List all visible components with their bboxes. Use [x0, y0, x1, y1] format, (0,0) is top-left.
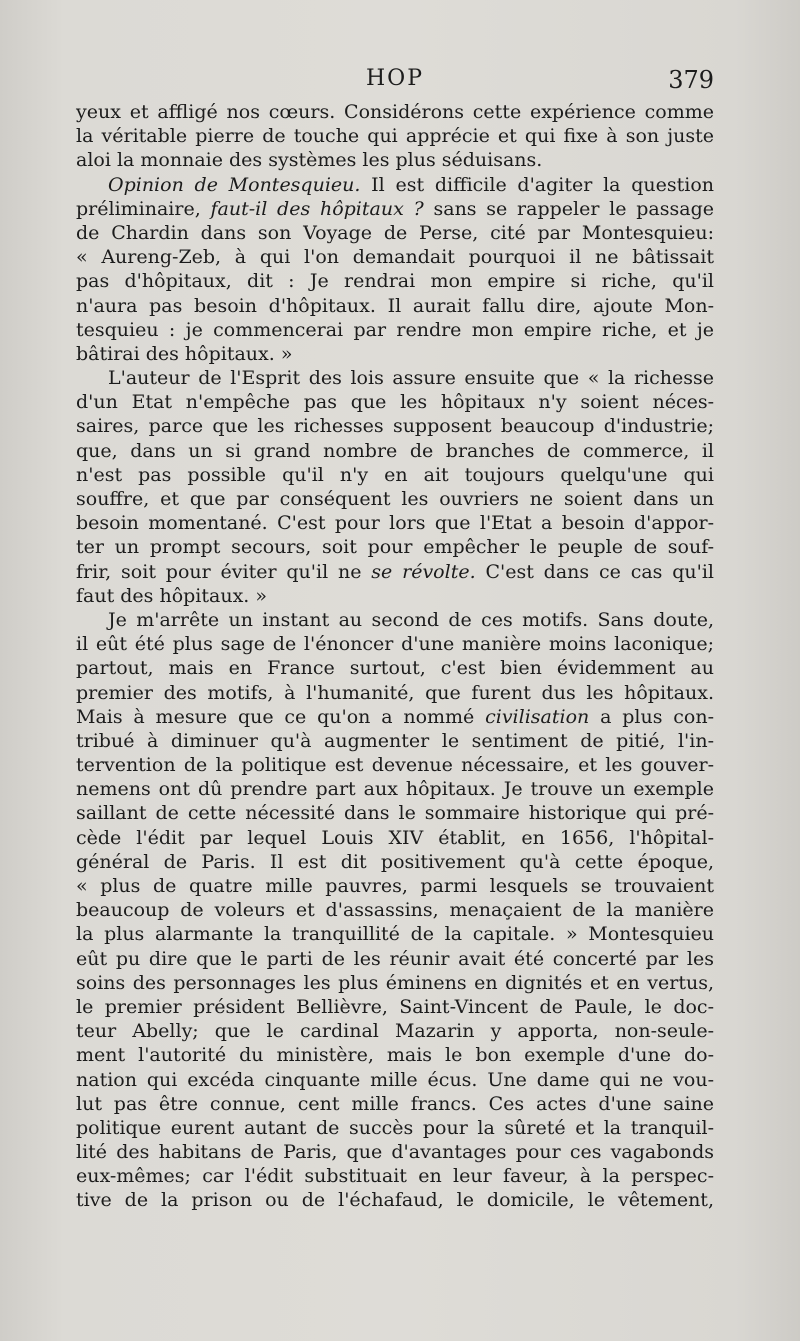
- text-run: tribué à diminuer qu'à augmenter le sentiment de pitié, l'in-: [76, 729, 714, 752]
- text-line: [76, 535, 714, 559]
- text-line: [76, 1092, 714, 1116]
- text-run: « plus de quatre mille pauvres, parmi lesquels se trouvaient: [76, 875, 714, 897]
- text-run: L'auteur de l'Esprit des lois assure ensuite que « la richesse: [108, 367, 714, 390]
- italic-text: se révolte.: [371, 560, 476, 583]
- text-line: [76, 850, 714, 874]
- text-run: « Aureng-Zeb, à qui l'on demandait pourquoi il ne bâtissait: [76, 246, 714, 269]
- text-line: [76, 729, 714, 753]
- text-run: général de Paris. Il est dit positivement qu'à cette époque,: [76, 850, 714, 873]
- text-run: a plus con-: [589, 705, 714, 728]
- text-run: yeux et affligé nos cœurs. Considérons cette expérience comme: [76, 101, 714, 123]
- text-line: [76, 777, 714, 801]
- text-line: [76, 584, 714, 608]
- text-run: nation qui excéda cinquante mille écus. Une dame qui ne vou-: [76, 1068, 714, 1091]
- text-line: [76, 148, 714, 172]
- text-line: [76, 1019, 714, 1043]
- text-line: [76, 294, 714, 318]
- text-run: de Chardin dans son Voyage de Perse, cité par Montesquieu:: [76, 221, 714, 244]
- text-line: [76, 366, 714, 390]
- text-run: Il est difficile d'agiter la question: [360, 173, 714, 196]
- text-line: [76, 753, 714, 777]
- text-run: faut des hôpitaux. »: [76, 584, 268, 607]
- text-line: [76, 1140, 714, 1164]
- text-line: [76, 705, 714, 729]
- text-run: tesquieu : je commencerai par rendre mon empire riche, et je: [76, 318, 714, 341]
- text-run: saillant de cette nécessité dans le sommaire historique qui pré-: [76, 802, 714, 825]
- text-run: tervention de la politique est devenue nécessaire, et les gouver-: [76, 754, 714, 777]
- text-run: ment l'autorité du ministère, mais le bon exemple d'une do-: [76, 1044, 714, 1067]
- text-line: [76, 1068, 714, 1092]
- text-line: [76, 656, 714, 680]
- text-line: [76, 1164, 714, 1188]
- text-run: tive de la prison ou de l'échafaud, le domicile, le vêtement,: [76, 1189, 714, 1212]
- page-number: 379: [668, 66, 714, 94]
- text-line: [76, 173, 714, 197]
- text-run: teur Abelly; que le cardinal Mazarin y apporta, non-seule-: [76, 1020, 714, 1043]
- text-line: [76, 487, 714, 511]
- text-run: soins des personnages les plus éminens en dignités et en vertus,: [76, 971, 714, 994]
- text-run: lité des habitans de Paris, que d'avantages pour ces vagabonds: [76, 1141, 714, 1164]
- text-line: [76, 608, 714, 632]
- text-line: [76, 995, 714, 1019]
- text-line: [76, 632, 714, 656]
- text-run: eux-mêmes; car l'édit substituait en leur faveur, à la perspec-: [76, 1165, 714, 1188]
- italic-text: faut-il des hôpitaux ?: [210, 197, 424, 220]
- text-run: C'est dans ce cas qu'il: [475, 560, 715, 583]
- body-text: [76, 100, 714, 1213]
- text-run: il eût été plus sage de l'énoncer d'une manière moins laconique;: [76, 633, 714, 656]
- text-line: [76, 947, 714, 971]
- text-line: [76, 898, 714, 922]
- text-line: [76, 342, 714, 366]
- text-run: ter un prompt secours, soit pour empêcher le peuple de souf-: [76, 536, 714, 559]
- text-run: bâtirai des hôpitaux. »: [76, 342, 293, 365]
- text-run: souffre, et que par conséquent les ouvriers ne soient dans un: [76, 488, 714, 510]
- text-line: [76, 439, 714, 463]
- text-run: Mais à mesure que ce qu'on a nommé: [76, 705, 486, 728]
- text-line: [76, 390, 714, 414]
- text-run: frir, soit pour éviter qu'il ne: [76, 560, 372, 583]
- text-line: [76, 269, 714, 293]
- text-run: d'un Etat n'empêche pas que les hôpitaux n'y soient néces-: [76, 391, 714, 414]
- text-line: [76, 560, 714, 584]
- text-line: [76, 463, 714, 487]
- text-line: [76, 245, 714, 269]
- text-line: [76, 874, 714, 898]
- text-line: [76, 197, 714, 221]
- text-run: premier des motifs, à l'humanité, que furent dus les hôpitaux.: [76, 681, 714, 704]
- text-line: [76, 801, 714, 825]
- text-run: préliminaire,: [76, 197, 211, 220]
- text-line: [76, 414, 714, 438]
- text-run: nemens ont dû prendre part aux hôpitaux. Je trouve un exemple: [76, 778, 714, 801]
- text-run: sans se rappeler le passage: [423, 197, 714, 220]
- text-run: Je m'arrête un instant au second de ces motifs. Sans doute,: [108, 608, 714, 631]
- running-head: HOP: [365, 66, 425, 91]
- text-run: partout, mais en France surtout, c'est bien évidemment au: [76, 657, 714, 680]
- text-line: [76, 971, 714, 995]
- text-run: beaucoup de voleurs et d'assassins, menaçaient de la manière: [76, 899, 714, 922]
- page-header: [76, 66, 714, 100]
- text-line: [76, 221, 714, 245]
- text-line: [76, 318, 714, 342]
- text-line: [76, 826, 714, 850]
- text-run: saires, parce que les richesses supposent beaucoup d'industrie;: [76, 415, 714, 438]
- text-line: [76, 1116, 714, 1140]
- text-line: [76, 1043, 714, 1067]
- text-line: [76, 922, 714, 946]
- text-run: la véritable pierre de touche qui apprécie et qui fixe à son juste: [76, 125, 714, 148]
- text-run: n'est pas possible qu'il n'y en ait toujours quelqu'une qui: [76, 463, 714, 486]
- text-run: cède l'édit par lequel Louis XIV établit, en 1656, l'hôpital-: [76, 826, 714, 849]
- text-run: que, dans un si grand nombre de branches de commerce, il: [76, 439, 714, 462]
- text-line: [76, 1188, 714, 1212]
- text-line: [76, 511, 714, 535]
- text-run: eût pu dire que le parti de les réunir avait été concerté par les: [76, 947, 714, 970]
- text-run: lut pas être connue, cent mille francs. Ces actes d'une saine: [76, 1092, 714, 1115]
- text-run: pas d'hôpitaux, dit : Je rendrai mon empire si riche, qu'il: [76, 270, 714, 293]
- text-line: [76, 681, 714, 705]
- italic-text: Opinion de Montesquieu.: [108, 173, 361, 196]
- italic-text: civilisation: [485, 705, 590, 728]
- text-line: [76, 100, 714, 124]
- text-run: n'aura pas besoin d'hôpitaux. Il aurait fallu dire, ajoute Mon-: [76, 294, 714, 317]
- text-run: aloi la monnaie des systèmes les plus séduisans.: [76, 149, 543, 172]
- text-run: le premier président Bellièvre, Saint-Vincent de Paule, le doc-: [76, 995, 714, 1018]
- text-run: la plus alarmante la tranquillité de la capitale. » Montesquieu: [76, 923, 714, 946]
- text-run: politique eurent autant de succès pour la sûreté et la tranquil-: [76, 1116, 714, 1139]
- text-line: [76, 124, 714, 148]
- text-run: besoin momentané. C'est pour lors que l'Etat a besoin d'appor-: [76, 512, 714, 535]
